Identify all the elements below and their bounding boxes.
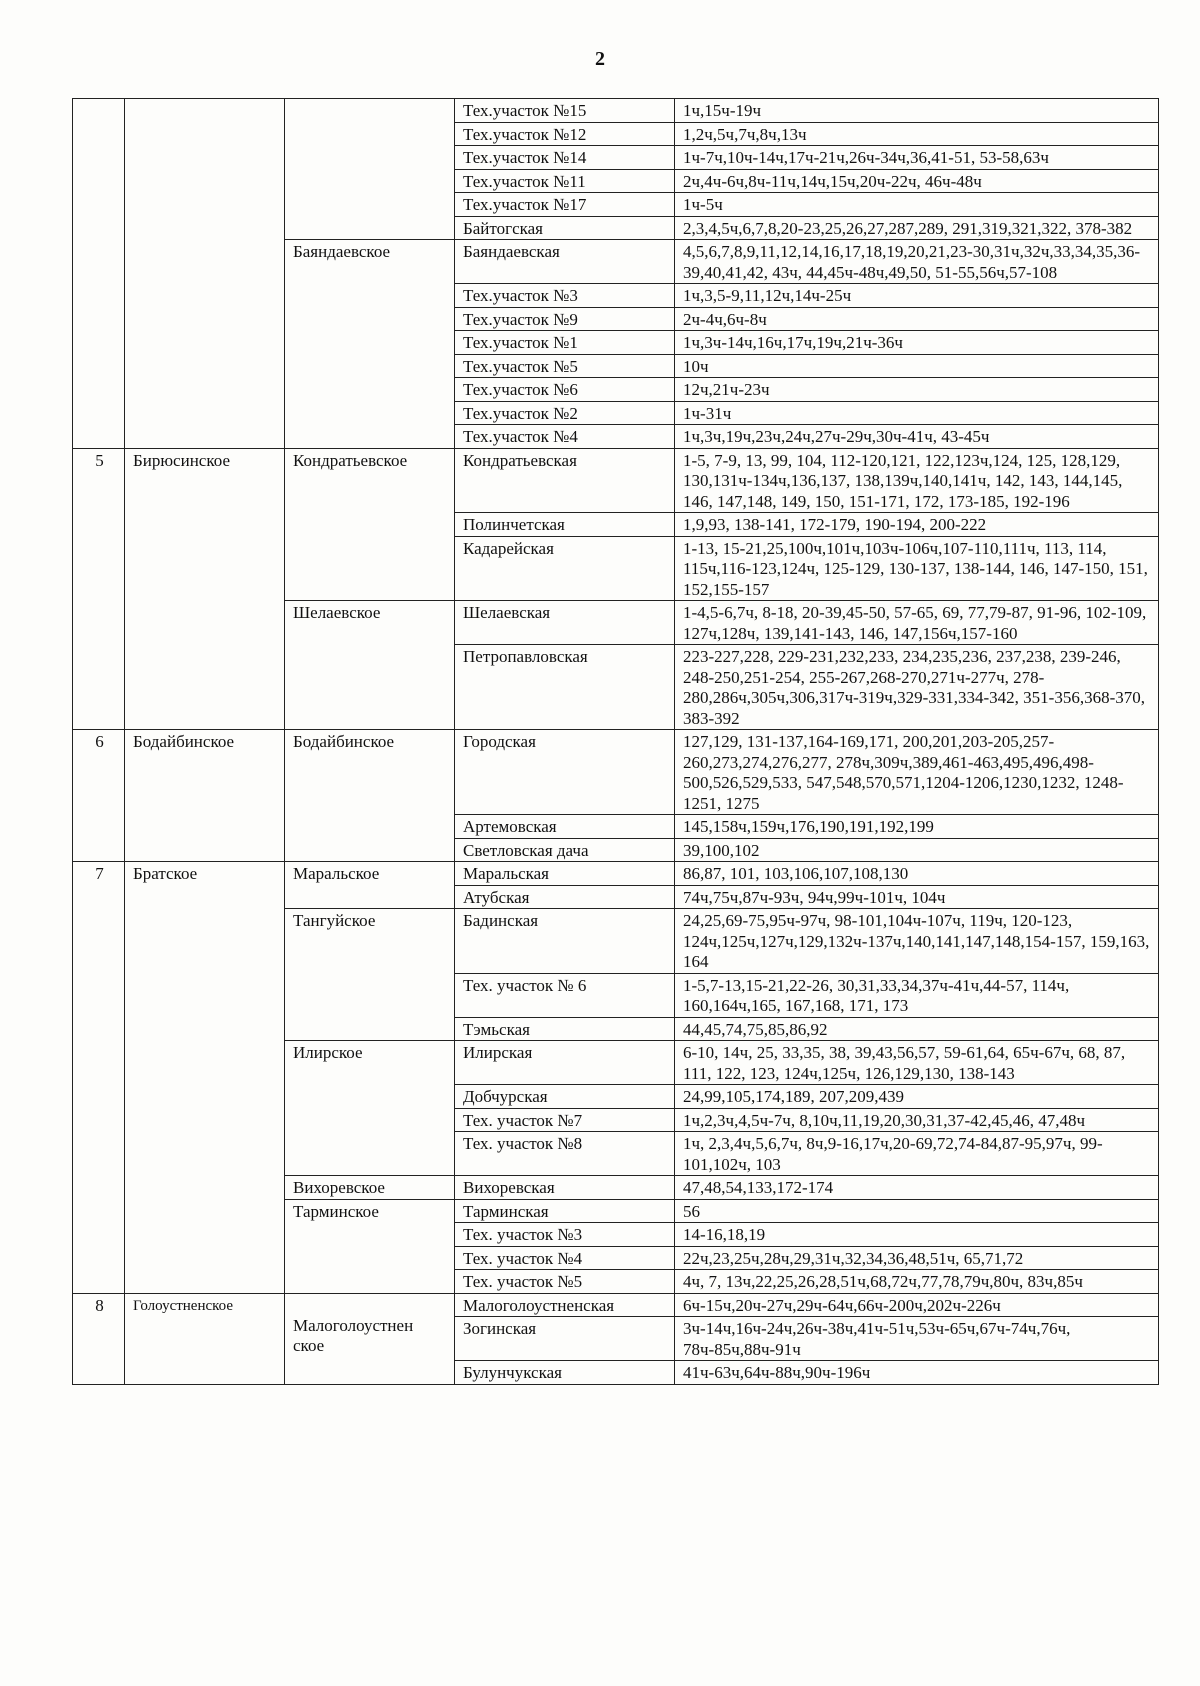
section-cell: Артемовская [455, 815, 675, 839]
blocks-cell: 1ч,15ч-19ч [675, 99, 1159, 123]
forestry-table [72, 98, 1159, 1385]
page-number: 2 [595, 48, 605, 70]
blocks-cell: 44,45,74,75,85,86,92 [675, 1017, 1159, 1041]
blocks-cell: 2ч-4ч,6ч-8ч [675, 307, 1159, 331]
section-cell: Шелаевская [455, 601, 675, 645]
section-cell: Тех. участок №3 [455, 1223, 675, 1247]
blocks-cell: 22ч,23,25ч,28ч,29,31ч,32,34,36,48,51ч, 65,71,72 [675, 1246, 1159, 1270]
blocks-cell: 74ч,75ч,87ч-93ч, 94ч,99ч-101ч, 104ч [675, 885, 1159, 909]
blocks-cell: 24,25,69-75,95ч-97ч, 98-101,104ч-107ч, 119ч, 120-123, 124ч,125ч,127ч,129,132ч-137ч,140,141,147,148,154-157, 159,163, 164 [675, 909, 1159, 974]
section-cell: Полинчетская [455, 513, 675, 537]
blocks-cell: 1ч,2,3ч,4,5ч-7ч, 8,10ч,11,19,20,30,31,37-42,45,46, 47,48ч [675, 1108, 1159, 1132]
section-cell: Атубская [455, 885, 675, 909]
section-cell: Тех. участок № 6 [455, 973, 675, 1017]
section-cell: Вихоревская [455, 1176, 675, 1200]
section-cell: Тех.участок №3 [455, 284, 675, 308]
section-cell: Добчурская [455, 1085, 675, 1109]
blocks-cell: 10ч [675, 354, 1159, 378]
blocks-cell: 1-13, 15-21,25,100ч,101ч,103ч-106ч,107-110,111ч, 113, 114, 115ч,116-123,124ч, 125-129, 130-137, 138-144, 146, 147-150, 151, 152,155-157 [675, 536, 1159, 601]
forestry-cell: Шелаевское [285, 601, 455, 730]
forestry-cell: Маральское [285, 862, 455, 909]
section-cell: Тех.участок №9 [455, 307, 675, 331]
section-cell: Бадинская [455, 909, 675, 974]
blocks-cell: 86,87, 101, 103,106,107,108,130 [675, 862, 1159, 886]
blocks-cell: 6ч-15ч,20ч-27ч,29ч-64ч,66ч-200ч,202ч-226ч [675, 1293, 1159, 1317]
district-cell: Бирюсинское [125, 448, 285, 730]
section-cell: Тех.участок №2 [455, 401, 675, 425]
forestry-cell: Малоголоустнен ское [285, 1293, 455, 1384]
district-cell: Бодайбинское [125, 730, 285, 862]
section-cell: Кадарейская [455, 536, 675, 601]
forestry-cell: Илирское [285, 1041, 455, 1176]
blocks-cell: 14-16,18,19 [675, 1223, 1159, 1247]
table-row [73, 448, 1159, 513]
blocks-cell: 1-4,5-6,7ч, 8-18, 20-39,45-50, 57-65, 69, 77,79-87, 91-96, 102-109, 127ч,128ч, 139,141-143, 146, 147,156ч,157-160 [675, 601, 1159, 645]
blocks-cell: 1ч-31ч [675, 401, 1159, 425]
blocks-cell: 1ч,3ч,19ч,23ч,24ч,27ч-29ч,30ч-41ч, 43-45ч [675, 425, 1159, 449]
blocks-cell: 3ч-14ч,16ч-24ч,26ч-38ч,41ч-51ч,53ч-65ч,67ч-74ч,76ч, 78ч-85ч,88ч-91ч [675, 1317, 1159, 1361]
blocks-cell: 1,2ч,5ч,7ч,8ч,13ч [675, 122, 1159, 146]
section-cell: Тех. участок №7 [455, 1108, 675, 1132]
blocks-cell: 2ч,4ч-6ч,8ч-11ч,14ч,15ч,20ч-22ч, 46ч-48ч [675, 169, 1159, 193]
num-cell: 5 [73, 448, 125, 730]
blocks-cell: 1-5,7-13,15-21,22-26, 30,31,33,34,37ч-41ч,44-57, 114ч, 160,164ч,165, 167,168, 171, 173 [675, 973, 1159, 1017]
num-cell [73, 99, 125, 449]
blocks-cell: 1ч,3,5-9,11,12ч,14ч-25ч [675, 284, 1159, 308]
blocks-cell: 6-10, 14ч, 25, 33,35, 38, 39,43,56,57, 59-61,64, 65ч-67ч, 68, 87, 111, 122, 123, 124ч,125ч, 126,129,130, 138-143 [675, 1041, 1159, 1085]
section-cell: Тех.участок №4 [455, 425, 675, 449]
blocks-cell: 1ч,3ч-14ч,16ч,17ч,19ч,21ч-36ч [675, 331, 1159, 355]
blocks-cell: 24,99,105,174,189, 207,209,439 [675, 1085, 1159, 1109]
blocks-cell: 127,129, 131-137,164-169,171, 200,201,203-205,257-260,273,274,276,277, 278ч,309ч,389,461-463,495,496,498-500,526,529,533, 547,548,570,571,1204-1206,1230,1232, 1248-1251, 1275 [675, 730, 1159, 815]
district-cell: Братское [125, 862, 285, 1294]
blocks-cell: 2,3,4,5ч,6,7,8,20-23,25,26,27,287,289, 291,319,321,322, 378-382 [675, 216, 1159, 240]
forestry-cell [285, 99, 455, 240]
blocks-cell: 39,100,102 [675, 838, 1159, 862]
section-cell: Тех.участок №5 [455, 354, 675, 378]
blocks-cell: 223-227,228, 229-231,232,233, 234,235,236, 237,238, 239-246, 248-250,251-254, 255-267,268-270,271ч-277ч, 278-280,286ч,305ч,306,317ч-319ч,329-331,334-342, 351-356,368-370, 383-392 [675, 645, 1159, 730]
forestry-cell: Баяндаевское [285, 240, 455, 449]
district-cell [125, 99, 285, 449]
section-cell: Тех.участок №11 [455, 169, 675, 193]
section-cell: Тех. участок №4 [455, 1246, 675, 1270]
section-cell: Тех.участок №1 [455, 331, 675, 355]
section-cell: Тех.участок №6 [455, 378, 675, 402]
blocks-cell: 12ч,21ч-23ч [675, 378, 1159, 402]
section-cell: Байтогская [455, 216, 675, 240]
blocks-cell: 1ч, 2,3,4ч,5,6,7ч, 8ч,9-16,17ч,20-69,72,74-84,87-95,97ч, 99-101,102ч, 103 [675, 1132, 1159, 1176]
section-cell: Малоголоустненская [455, 1293, 675, 1317]
section-cell: Илирская [455, 1041, 675, 1085]
blocks-cell: 145,158ч,159ч,176,190,191,192,199 [675, 815, 1159, 839]
section-cell: Светловская дача [455, 838, 675, 862]
num-cell: 8 [73, 1293, 125, 1384]
blocks-cell: 56 [675, 1199, 1159, 1223]
section-cell: Тэмьская [455, 1017, 675, 1041]
blocks-cell: 1ч-7ч,10ч-14ч,17ч-21ч,26ч-34ч,36,41-51, 53-58,63ч [675, 146, 1159, 170]
section-cell: Городская [455, 730, 675, 815]
blocks-cell: 1-5, 7-9, 13, 99, 104, 112-120,121, 122,123ч,124, 125, 128,129, 130,131ч-134ч,136,137, 138,139ч,140,141ч, 142, 143, 144,145, 146, 147,148, 149, 150, 151-171, 172, 173-185, 192-196 [675, 448, 1159, 513]
blocks-cell: 4ч, 7, 13ч,22,25,26,28,51ч,68,72ч,77,78,79ч,80ч, 83ч,85ч [675, 1270, 1159, 1294]
num-cell: 6 [73, 730, 125, 862]
forestry-cell: Бодайбинское [285, 730, 455, 862]
section-cell: Маральская [455, 862, 675, 886]
section-cell: Баяндаевская [455, 240, 675, 284]
section-cell: Зогинская [455, 1317, 675, 1361]
blocks-cell: 1,9,93, 138-141, 172-179, 190-194, 200-222 [675, 513, 1159, 537]
section-cell: Тех.участок №15 [455, 99, 675, 123]
section-cell: Булунчукская [455, 1361, 675, 1385]
section-cell: Тарминская [455, 1199, 675, 1223]
table-row [73, 730, 1159, 815]
section-cell: Кондратьевская [455, 448, 675, 513]
forestry-cell: Тарминское [285, 1199, 455, 1293]
blocks-cell: 41ч-63ч,64ч-88ч,90ч-196ч [675, 1361, 1159, 1385]
table-row [73, 99, 1159, 123]
section-cell: Тех. участок №8 [455, 1132, 675, 1176]
blocks-cell: 4,5,6,7,8,9,11,12,14,16,17,18,19,20,21,23-30,31ч,32ч,33,34,35,36-39,40,41,42, 43ч, 44,45ч-48ч,49,50, 51-55,56ч,57-108 [675, 240, 1159, 284]
num-cell: 7 [73, 862, 125, 1294]
section-cell: Тех.участок №14 [455, 146, 675, 170]
blocks-cell: 47,48,54,133,172-174 [675, 1176, 1159, 1200]
forestry-cell: Вихоревское [285, 1176, 455, 1200]
section-cell: Тех.участок №17 [455, 193, 675, 217]
table-row [73, 862, 1159, 886]
table-row [73, 1293, 1159, 1317]
district-cell: Голоустненское [125, 1293, 285, 1384]
forestry-cell: Кондратьевское [285, 448, 455, 601]
forestry-cell: Тангуйское [285, 909, 455, 1041]
section-cell: Тех.участок №12 [455, 122, 675, 146]
section-cell: Петропавловская [455, 645, 675, 730]
blocks-cell: 1ч-5ч [675, 193, 1159, 217]
section-cell: Тех. участок №5 [455, 1270, 675, 1294]
